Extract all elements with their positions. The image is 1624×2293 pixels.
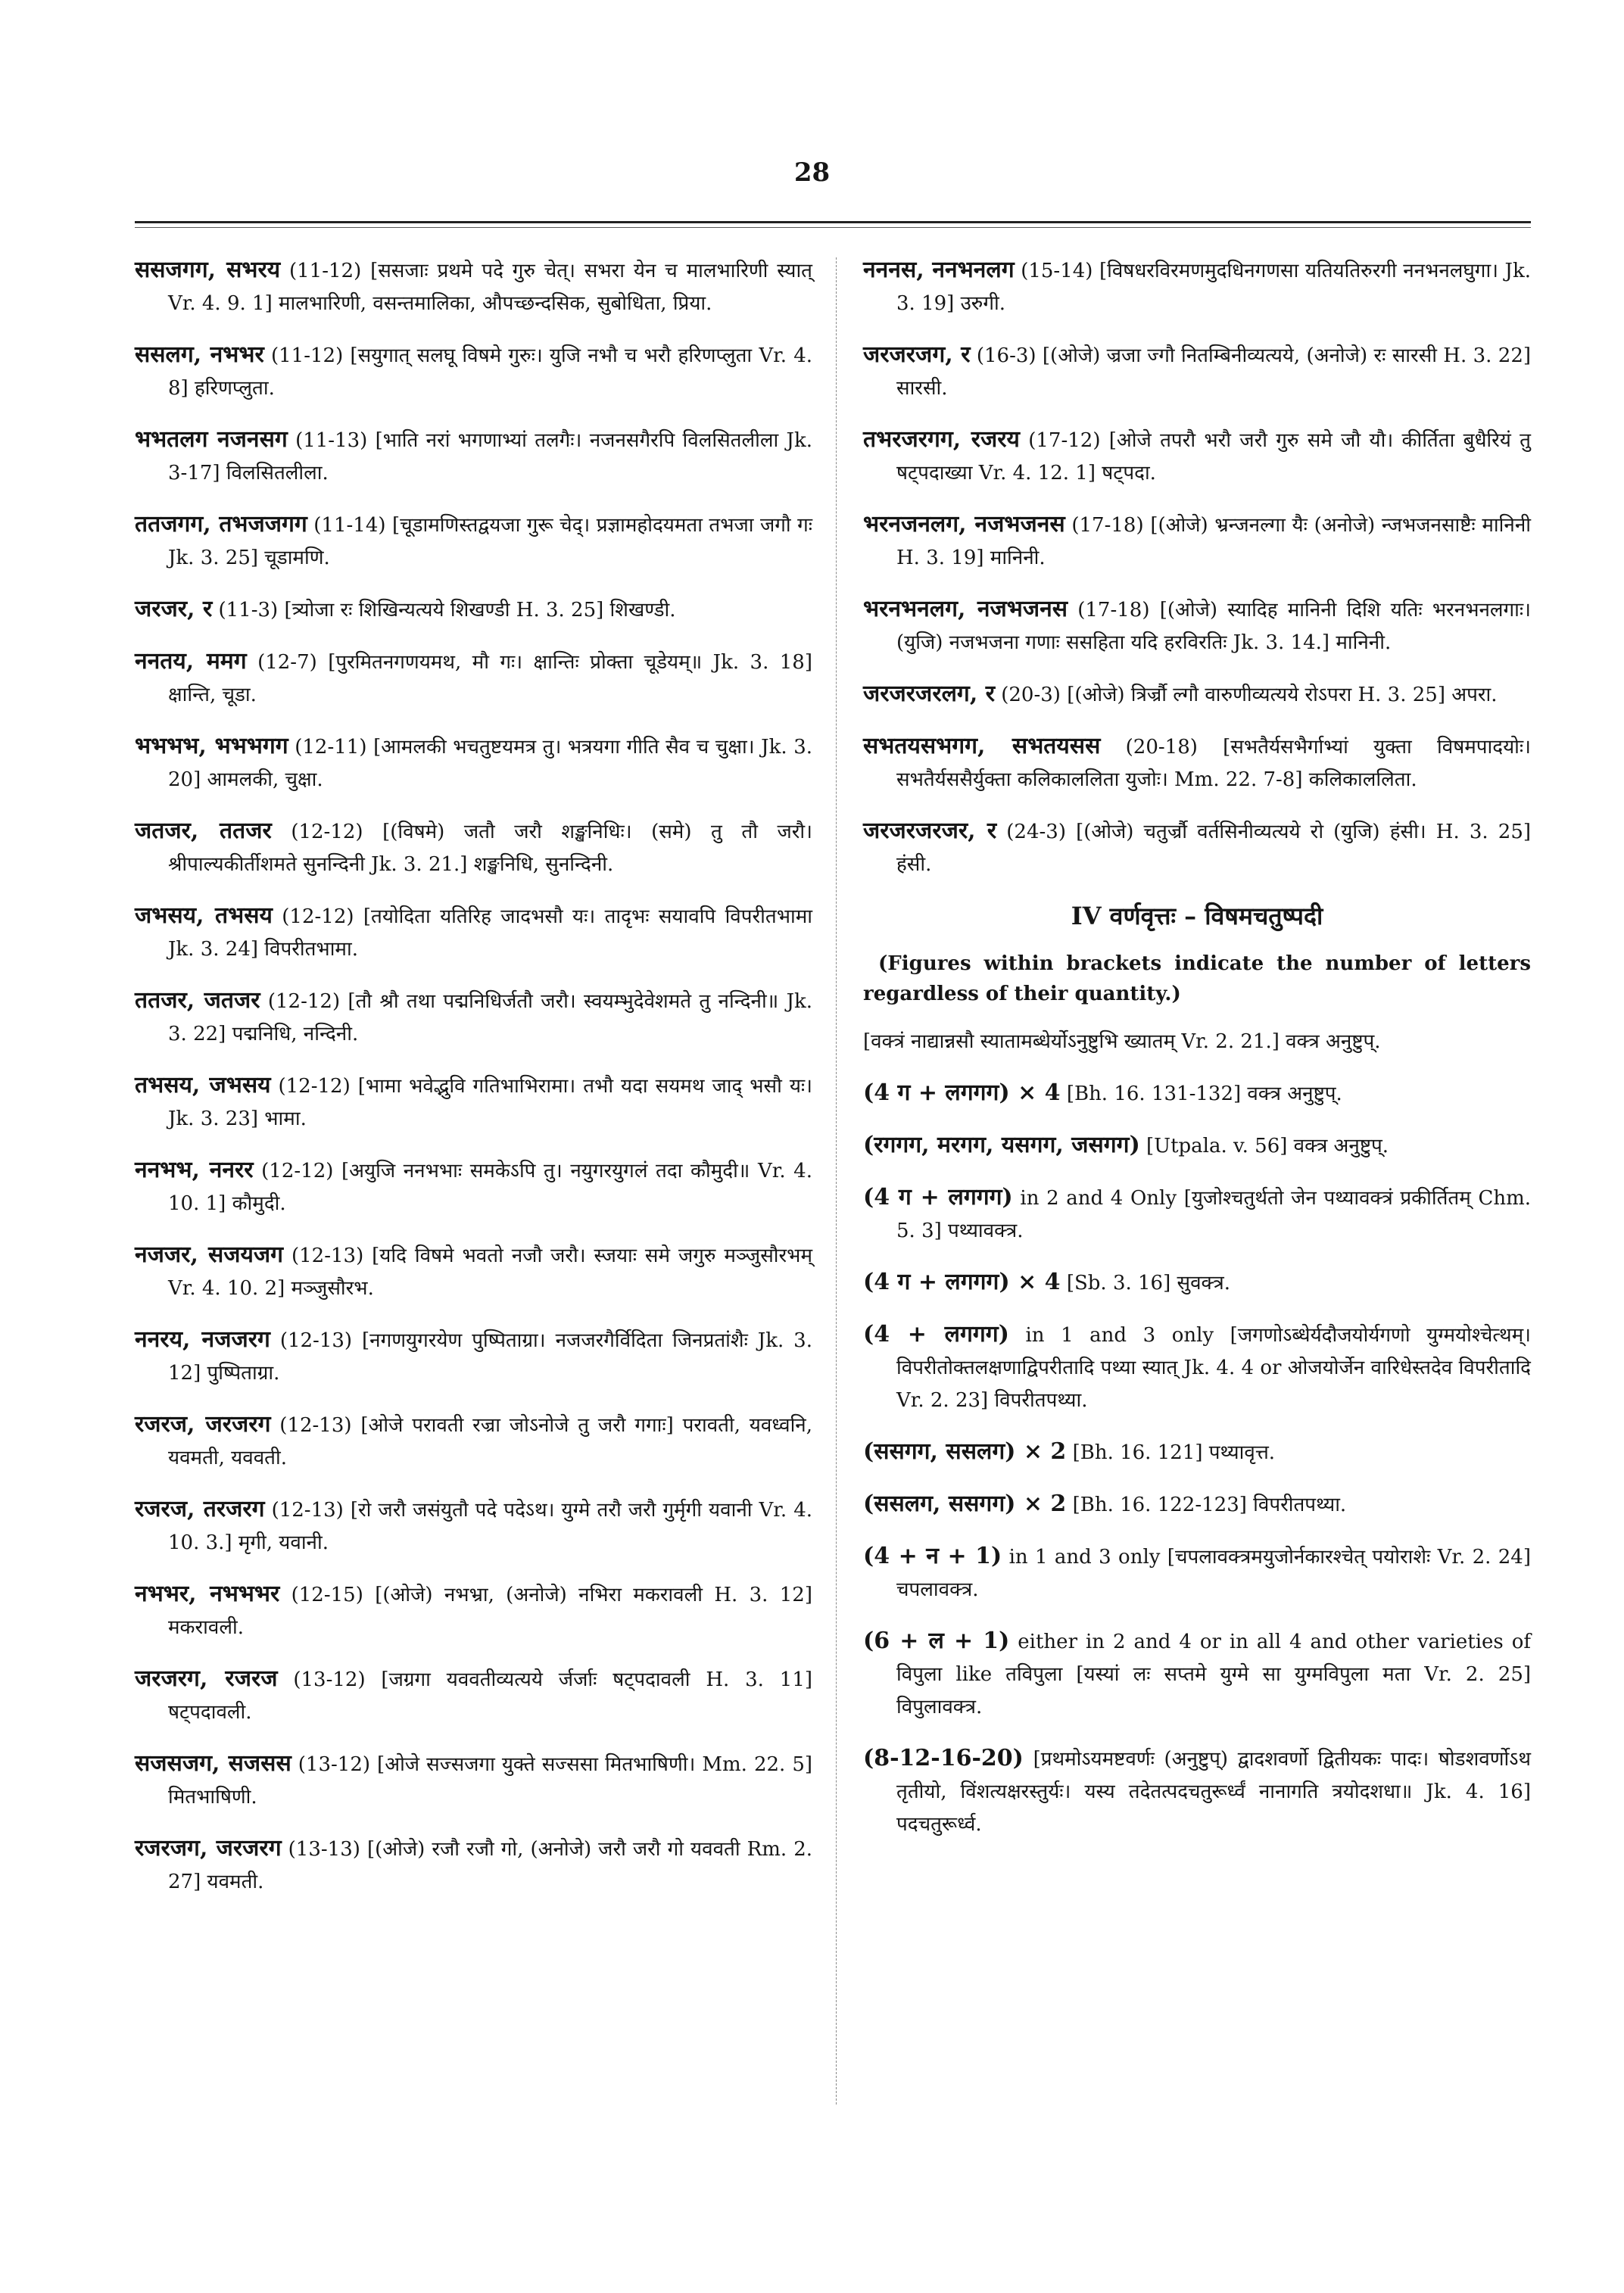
metre-entry (863, 423, 1531, 490)
metre-entry (863, 1742, 1531, 1841)
metre-entry-head: ससजगग, सभरय (135, 257, 281, 283)
metre-entry-head: जभसय, तभसय (135, 902, 273, 929)
metre-entry (863, 1129, 1531, 1163)
metre-entry-head: जरजरजग, र (863, 341, 971, 368)
metre-entry-head: नजजर, सजयजग (135, 1242, 284, 1268)
metre-entry-head: ससलग, नभभर (135, 341, 264, 368)
metre-entry (863, 1540, 1531, 1606)
metre-entry (135, 1747, 812, 1814)
metre-entry-head: (6 + ल + 1) (863, 1628, 1010, 1654)
metre-entry-head: सभतयसभगग, सभतयसस (863, 733, 1101, 759)
metre-entry-head: (4 + लगगग) (863, 1321, 1009, 1347)
section-title: IV वर्णवृत्तः – विषमचतुष्पदी (1071, 902, 1323, 930)
metre-entry-text: [Bh. 16. 121] पथ्यावृत्त. (1072, 1441, 1276, 1464)
metre-entry-head: ततजर, जतजर (135, 987, 260, 1014)
metre-entry (135, 338, 812, 405)
metre-entry-head: ननरय, नजजरग (135, 1326, 270, 1353)
metre-entry-text: (12-13) [ओजे परावती रज्रा जोऽनोजे तु जरौ गगाः] परावती, यवध्वनि, यवमती, यववती. (168, 1414, 813, 1469)
metre-entry-head: जरजरग, रजरज (135, 1665, 278, 1692)
metre-entry (863, 730, 1531, 796)
metre-entry-head: भभभभ, भभभगग (135, 733, 288, 759)
metre-entry-text: (13-13) [(ओजे) रजौ रजौ गो, (अनोजे) जरौ जरौ गो यववती Rm. 2. 27] यवमती. (168, 1838, 812, 1893)
metre-entry-text: (17-18) [(ओजे) भ्रन्जनल्गा यैः (अनोजे) न्जभजनसाष्टैः मानिनी H. 3. 19] मानिनी. (896, 514, 1531, 569)
metre-entry-head: रजरज, जरजरग (135, 1411, 271, 1438)
metre-entry-head: भरनजनलग, नजभजनस (863, 511, 1065, 537)
metre-entry-text: (12-13) [नगणयुगरयेण पुष्पिताग्रा। नजजरगैर्विदिता जिनप्रतांशैः Jk. 3. 12] पुष्पिताग्रा. (168, 1329, 812, 1385)
metre-entry-text: in 1 and 3 only [जगणोऽब्धेर्यदौजयोर्यगणो युग्मयोश्चेत्थम्। विपरीतोक्तलक्षणाद्विपरीतादि पथ्या स्यात् Jk. 4. 4 or ओजयोर्जेन वारिधेस्तदेव विपरीतादि Vr. 2. 23] विपरीतपथ्या. (896, 1324, 1531, 1412)
metre-entry-text: (11-13) [भाति नरां भगणाभ्यां तलगैः। नजनसगैरपि विलसितलीला Jk. 3-17] विलसितलीला. (168, 429, 812, 484)
metre-entry (135, 899, 812, 966)
metre-entry-head: ननभभ, ननरर (135, 1157, 254, 1183)
metre-entry-text: (12-13) [रो जरौ जसंयुतौ पदे पदेऽथ। युग्मे तरौ जरौ गुर्मृगी यवानी Vr. 4. 10. 3.] मृगी, यवानी. (168, 1499, 812, 1554)
metre-entry-head: जरजर, र (135, 596, 213, 622)
metre-entry-head: (4 + न + 1) (863, 1543, 1002, 1569)
metre-entry-head: तभरजरगग, रजरय (863, 426, 1020, 453)
column-divider (836, 257, 837, 2105)
metre-entry-head: नननस, ननभनलग (863, 257, 1015, 283)
metre-entry-head: (4 ग + लगगग) (863, 1184, 1013, 1210)
metre-entry-text: (11-3) [त्र्योजा रः शिखिन्यत्यये शिखण्डी H. 3. 25] शिखण्डी. (218, 599, 676, 622)
metre-entry (135, 645, 812, 712)
metre-entry (135, 1832, 812, 1899)
metre-entry-text: [Bh. 16. 122-123] विपरीतपथ्या. (1072, 1494, 1347, 1516)
metre-entry-text: (20-18) [सभतैर्यसभैर्गाभ्यां युक्ता विषमपादयोः। सभतैर्यससैर्युक्ता कलिकाललिता युजोः। Mm. 22. 7-8] कलिकाललिता. (896, 736, 1532, 791)
metre-entry (135, 815, 812, 881)
metre-entry-head: (4 ग + लगगग) × 4 (863, 1080, 1061, 1106)
metre-entry-text: (17-12) [ओजे तपरौ भरौ जरौ गुरु समे जौ यौ। कीर्तिता बुधैरियं तु षट्पदाख्या Vr. 4. 12. 1] षट्पदा. (896, 429, 1532, 484)
metre-entry-text: (12-13) [यदि विषमे भवतो नजौ जरौ। स्जयाः समे जगुरु मञ्जुसौरभम् Vr. 4. 10. 2] मञ्जुसौरभ. (168, 1245, 812, 1300)
metre-entry (863, 1181, 1531, 1248)
header-rule-thin (135, 227, 1531, 228)
metre-entry (135, 1069, 812, 1136)
metre-entry-text: [वक्त्रं नाद्यान्नसौ स्यातामब्धेर्योऽनुष्टुभि ख्यातम् Vr. 2. 21.] वक्त्र अनुष्टुप्. (863, 1030, 1381, 1053)
metre-entry (135, 1238, 812, 1305)
metre-entry-head: तभसय, जभसय (135, 1072, 271, 1098)
metre-entry-text: either in 2 and 4 or in all 4 and other varieties of विपुला like तविपुला [यस्यां लः सप्तमे युग्मे सा युग्मविपुला मता Vr. 2. 25] विपुलावक्त्र. (896, 1631, 1531, 1718)
metre-entry (863, 1076, 1531, 1111)
metre-entry-text: [प्रथमोऽयमष्टवर्णः (अनुष्टुप्) द्वादशवर्णो द्वितीयकः पादः। षोडशवर्णोऽथ तृतीयो, विंशत्यक्षरस्तुर्यः। यस्य तदेतत्पदचतुरूर्ध्वं नानागति त्रयोदशधा॥ Jk. 4. 16] पदचतुरूर्ध्व. (896, 1748, 1532, 1836)
metre-entry-text: (20-3) [(ओजे) त्रिर्ज्रौ ल्गौ वारुणीव्यत्यये रोऽपरा H. 3. 25] अपरा. (1001, 684, 1498, 706)
metre-entry-head: रजरज, तरजरग (135, 1496, 265, 1522)
metre-entry (135, 1578, 812, 1644)
metre-entry (135, 1408, 812, 1475)
metre-entry-text: [Bh. 16. 131-132] वक्त्र अनुष्टुप्. (1066, 1083, 1342, 1105)
metre-entry (135, 1493, 812, 1559)
metre-entry (863, 678, 1531, 712)
metre-entry-text: (11-12) [ससजाः प्रथमे पदे गुरु चेत्। सभरा येन च मालभारिणी स्यात् Vr. 4. 9. 1] मालभारिणी, वसन्तमालिका, औपच्छन्दसिक, सुबोधिता, प्रिया. (168, 260, 813, 315)
metre-entry-text: [Sb. 3. 16] सुवक्त्र. (1066, 1272, 1230, 1294)
metre-entry (863, 815, 1531, 881)
metre-entry (863, 338, 1531, 405)
metre-entry-head: (ससगग, ससलग) × 2 (863, 1438, 1067, 1465)
metre-entry (135, 1323, 812, 1390)
metre-entry-text: in 1 and 3 only [चपलावक्त्रमयुजोर्नकारश्चेत् पयोराशेः Vr. 2. 24] चपलावक्त्र. (896, 1546, 1531, 1601)
metre-entry (135, 1154, 812, 1220)
metre-entry-head: भरनभनलग, नजभजनस (863, 596, 1068, 622)
metre-entry (863, 1026, 1531, 1058)
metre-entry-head: (रगगग, मरगग, यसगग, जसगग) (863, 1132, 1140, 1158)
metre-entry-head: जतजर, ततजर (135, 818, 272, 844)
metre-entry-text: in 2 and 4 Only [युजोश्चतुर्थतो जेन पथ्यावक्त्रं प्रकीर्तितम् Chm. 5. 3] पथ्यावक्त्र. (896, 1187, 1531, 1242)
metre-entry-head: ननतय, ममग (135, 648, 247, 675)
metre-entry (135, 423, 812, 490)
metre-entry (135, 730, 812, 796)
metre-entry-text: (12-7) [पुरमितनगणयमथ, मौ गः। क्षान्तिः प्रोक्ता चूडेयम्॥ Jk. 3. 18] क्षान्ति, चूडा. (168, 651, 812, 706)
metre-entry-text: (12-12) [भामा भवेद्भुवि गतिभाभिरामा। तभौ यदा सयमथ जाद् भसौ यः। Jk. 3. 23] भामा. (168, 1075, 812, 1130)
metre-entry-head: (8-12-16-20) (863, 1745, 1024, 1771)
metre-entry (135, 1662, 812, 1729)
metre-entry-text: (13-12) [ओजे सज्सजगा युक्ते सज्ससा मितभाषिणी। Mm. 22. 5] मितभाषिणी. (168, 1753, 813, 1809)
metre-entry (863, 1266, 1531, 1300)
metre-entry-text: (13-12) [जग्रगा यववतीव्यत्यये र्जर्जाः षट्पदावली H. 3. 11] षट्पदावली. (168, 1668, 812, 1724)
metre-entry (135, 984, 812, 1051)
metre-entry (863, 254, 1531, 320)
metre-entry-text: (12-11) [आमलकी भचतुष्टयमत्र तु। भत्रयगा गीति सैव च चुक्षा। Jk. 3. 20] आमलकी, चुक्षा. (168, 736, 813, 791)
metre-entry (135, 593, 812, 627)
metre-entry-text: (12-12) [तयोदिता यतिरिह जादभसौ यः। तादृभः सयावपि विपरीतभामा Jk. 3. 24] विपरीतभामा. (168, 905, 813, 961)
metre-entry (863, 593, 1531, 659)
metre-entry-text: (11-12) [सयुगात् सलघू विषमे गुरुः। युजि नभौ च भरौ हरिणप्लुता Vr. 4. 8] हरिणप्लुता. (168, 344, 813, 400)
metre-entry-head: नभभर, नभभभर (135, 1581, 280, 1607)
metre-entry-text: (17-18) [(ओजे) स्यादिह मानिनी दिशि यतिः भरनभनलगाः। (युजि) नजभजना गणाः ससहिता यदि हरविरतिः Jk. 3. 14.] मानिनी. (896, 599, 1532, 654)
metre-entry (135, 254, 812, 320)
metre-entry (863, 1488, 1531, 1522)
header-rule (135, 221, 1531, 223)
metre-entry (135, 508, 812, 575)
metre-entry (863, 508, 1531, 575)
right-column (863, 254, 1531, 1859)
metre-entry-head: (4 ग + लगगग) × 4 (863, 1269, 1061, 1295)
metre-entry-head: सजसजग, सजसस (135, 1750, 291, 1777)
left-column (135, 254, 812, 1917)
metre-entry-text: (12-15) [(ओजे) नभभ्रा, (अनोजे) नभिरा मकरावली H. 3. 12] मकरावली. (168, 1584, 812, 1639)
metre-entry-text: (12-12) [(विषमे) जतौ जरौ शङ्खनिधिः। (समे) तु तौ जरौ। श्रीपाल्यकीर्तीशमते सुनन्दिनी Jk. 3. 21.] शङ्खनिधि, सुनन्दिनी. (168, 821, 812, 876)
metre-entry-head: जरजरजरलग, र (863, 681, 995, 707)
metre-entry-head: रजरजग, जरजरग (135, 1835, 282, 1862)
metre-entry-text: (16-3) [(ओजे) ज्रजा ज्गौ नितम्बिनीव्यत्यये, (अनोजे) रः सारसी H. 3. 22] सारसी. (896, 344, 1531, 400)
metre-entry-text: (11-14) [चूडामणिस्तद्वयजा गुरू चेद्। प्रज्ञामहोदयमता तभजा जगौ गः Jk. 3. 25] चूडामणि. (168, 514, 812, 569)
metre-entry-text: (12-12) [अयुजि ननभभाः समकेऽपि तु। नयुगरयुगलं तदा कौमुदी॥ Vr. 4. 10. 1] कौमुदी. (168, 1160, 812, 1215)
metre-entry-text: (12-12) [तौ श्रौ तथा पद्मनिधिर्जतौ जरौ। स्वयम्भुदेवेशमते तु नन्दिनी॥ Jk. 3. 22] पद्मनिधि, नन्दिनी. (168, 990, 813, 1045)
page-number: 28 (793, 157, 831, 188)
metre-entry-head: ततजगग, तभजजगग (135, 511, 307, 537)
metre-entry (863, 1435, 1531, 1469)
metre-entry-text: [Utpala. v. 56] वक्त्र अनुष्टुप्. (1146, 1135, 1389, 1157)
metre-entry (863, 1625, 1531, 1724)
metre-entry-text: (15-14) [विषधरविरमणमुदधिनगणसा यतियतिरुरगी ननभनलघुगा। Jk. 3. 19] उरुगी. (896, 260, 1532, 315)
metre-entry-text: (24-3) [(ओजे) चतुर्ज्रौ वर्तसिनीव्यत्यये रो (युजि) हंसी। H. 3. 25] हंसी. (896, 821, 1532, 876)
metre-entry-head: जरजरजरजर, र (863, 818, 997, 844)
section-note: (Figures within brackets indicate the number of letters regardless of their quantity.) (863, 952, 1531, 1005)
metre-entry (863, 1318, 1531, 1417)
metre-entry-head: भभतलग नजनसग (135, 426, 288, 453)
metre-entry-head: (ससलग, ससगग) × 2 (863, 1491, 1067, 1517)
